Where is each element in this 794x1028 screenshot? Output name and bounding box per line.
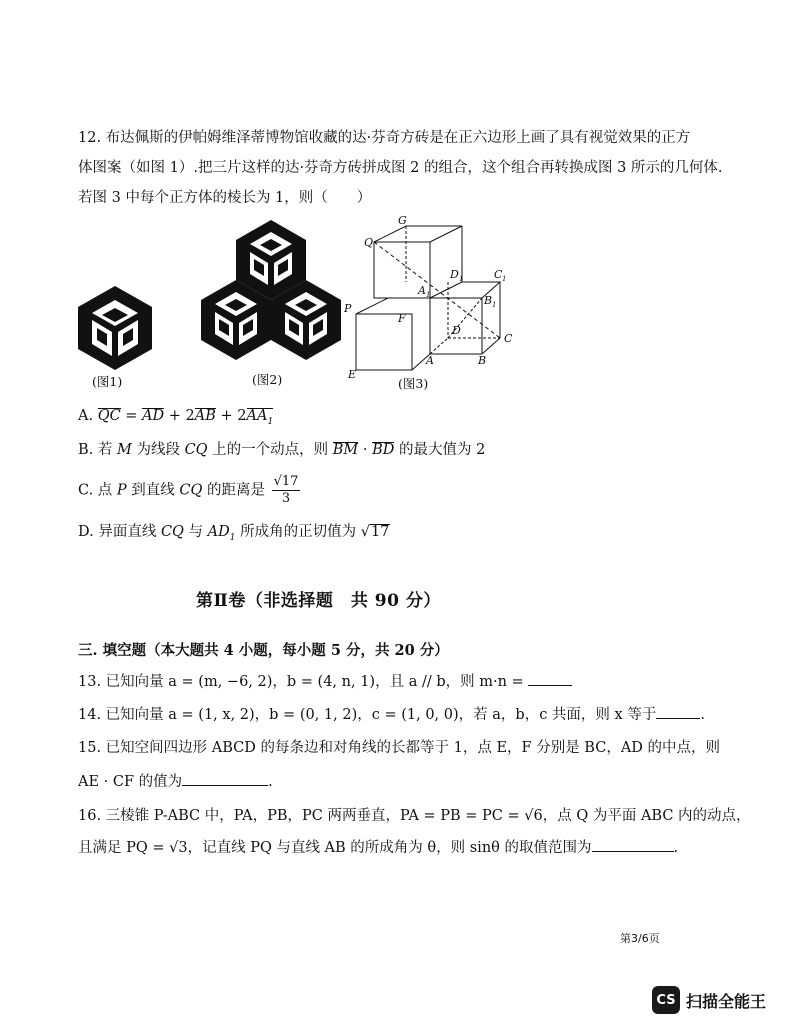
answer-blank-14 — [656, 706, 700, 719]
figure-3-cubes — [340, 212, 530, 380]
svg-text:D: D — [452, 324, 461, 337]
question-15-line-2: AE · CF 的值为 . — [78, 774, 273, 790]
option-b-tail: 的最大值为 2 — [394, 442, 486, 458]
svg-text:C: C — [504, 332, 513, 345]
svg-text:A: A — [418, 284, 426, 297]
option-b-text-2: 上的一个动点，则 — [207, 442, 333, 458]
svg-text:B: B — [484, 294, 493, 307]
line-cq: CQ — [160, 524, 184, 540]
scanner-brand-text: 扫描全能王 — [686, 991, 767, 1011]
svg-text:F: F — [398, 312, 406, 325]
point-m: M — [116, 442, 132, 458]
equals-sign: = — [120, 408, 143, 424]
question-12-line-2: 体图案（如图 1）.把三片这样的达·芬奇方砖拼成图 2 的组合，这个组合再转换成图 3 所示的几何体. — [78, 160, 723, 176]
sqrt-17: 17 — [370, 524, 390, 540]
question-15-text: AE · CF 的值为 — [78, 774, 183, 790]
segment-cq: CQ — [184, 442, 208, 458]
page-number: 第3/6页 — [620, 932, 660, 945]
svg-text:D: D — [450, 268, 459, 281]
figure-2-caption: (图2) — [252, 372, 283, 387]
option-d-tail: 所成角的正切值为 — [235, 524, 361, 540]
svg-text:C: C — [494, 268, 503, 281]
svg-text:E: E — [348, 368, 357, 380]
scanner-watermark — [652, 986, 766, 1014]
option-d: D. 异面直线 CQ 与 $AD_1$ 所成角的正切值为 √17 — [78, 524, 390, 543]
plus-two-1: + 2 — [164, 408, 195, 424]
question-12-line-1: 12. 布达佩斯的伊帕姆维泽蒂博物馆收藏的达·芬奇方砖是在正六边形上画了具有视觉效果的正方 — [78, 130, 691, 146]
figure-1-tile — [74, 282, 156, 374]
line-ad1-label: AD — [207, 524, 230, 540]
section-title: 第Ⅱ卷（非选择题 共 90 分） — [196, 591, 441, 611]
svg-text:Q: Q — [364, 236, 374, 249]
fraction-sqrt17-over-3 — [272, 474, 301, 507]
question-14: 14. 已知向量 a = (1, x, 2)，b = (0, 1, 2)，c = (1, 0, 0)，若 a，b，c 共面，则 x 等于 . — [78, 707, 705, 723]
option-c — [78, 474, 300, 507]
question-16-text: 且满足 PQ = √3，记直线 PQ 与直线 AB 的所成角为 θ，则 sinθ 的取值范围为 — [78, 840, 592, 856]
vector-bm: BM — [332, 442, 359, 458]
vector-qc: QC — [97, 408, 121, 424]
vector-ad: AD — [142, 408, 165, 424]
figure-3-caption: (图3) — [398, 376, 429, 391]
vector-ab: AB — [194, 408, 216, 424]
question-13-text: 13. 已知向量 a = (m, −6, 2)，b = (4, n, 1)，且 a // b，则 m·n = — [78, 674, 529, 690]
figure-2-composition — [196, 218, 346, 376]
camscanner-logo-icon: CS — [652, 986, 680, 1014]
svg-text:A: A — [426, 354, 434, 367]
vector-aa1 — [247, 408, 274, 429]
option-b — [78, 440, 485, 460]
vector-aa1-sub: 1 — [267, 416, 274, 427]
option-a-prefix: A. — [78, 408, 98, 424]
vector-bd: BD — [372, 442, 395, 458]
question-14-text: 14. 已知向量 a = (1, x, 2)，b = (0, 1, 2)，c = (1, 0, 0)，若 a，b，c 共面，则 x 等于 — [78, 707, 657, 723]
option-c-text: 到直线 — [126, 482, 180, 499]
answer-blank-15 — [182, 773, 268, 786]
option-d-text: 与 — [183, 524, 208, 540]
svg-text:G: G — [398, 214, 407, 227]
plus-two-2: + 2 — [215, 408, 247, 424]
fraction-numerator: √17 — [273, 474, 299, 489]
option-b-text-1: 为线段 — [131, 442, 185, 458]
line-cq: CQ — [179, 482, 203, 499]
line-ad1 — [207, 524, 236, 543]
option-a — [78, 406, 273, 429]
option-b-prefix: B. 若 — [78, 442, 117, 458]
option-c-tail: 的距离是 — [202, 482, 270, 499]
fill-in-heading: 三. 填空题（本大题共 4 小题，每小题 5 分，共 20 分） — [78, 642, 449, 659]
option-d-prefix: D. 异面直线 — [78, 524, 161, 540]
question-16-line-2: 且满足 PQ = √3，记直线 PQ 与直线 AB 的所成角为 θ，则 sinθ 的取值范围为 . — [78, 840, 679, 856]
question-16-line-1: 16. 三棱锥 P-ABC 中，PA，PB，PC 两两垂直，PA = PB = PC = √6，点 Q 为平面 ABC 内的动点， — [78, 808, 751, 824]
question-15-line-1: 15. 已知空间四边形 ABCD 的每条边和对角线的长都等于 1，点 E，F 分别是 BC，AD 的中点，则 — [78, 740, 721, 756]
svg-text:B: B — [478, 354, 487, 367]
svg-text:1: 1 — [502, 275, 507, 283]
answer-blank-16 — [592, 839, 674, 852]
svg-text:1: 1 — [492, 301, 497, 309]
vector-aa1-label: AA — [246, 408, 268, 424]
question-12-line-3: 若图 3 中每个正方体的棱长为 1，则（ ） — [78, 190, 372, 206]
figure-1-caption: (图1) — [92, 374, 123, 389]
svg-text:1: 1 — [459, 275, 464, 283]
answer-blank-13 — [528, 673, 572, 686]
line-ad1-sub: 1 — [229, 532, 236, 543]
question-13 — [78, 672, 572, 692]
option-c-prefix: C. 点 — [78, 482, 117, 499]
point-p: P — [116, 482, 127, 499]
svg-text:P: P — [344, 302, 352, 315]
fraction-denominator: 3 — [281, 491, 291, 506]
dot-operator: · — [358, 442, 373, 458]
svg-text:1: 1 — [426, 291, 431, 299]
